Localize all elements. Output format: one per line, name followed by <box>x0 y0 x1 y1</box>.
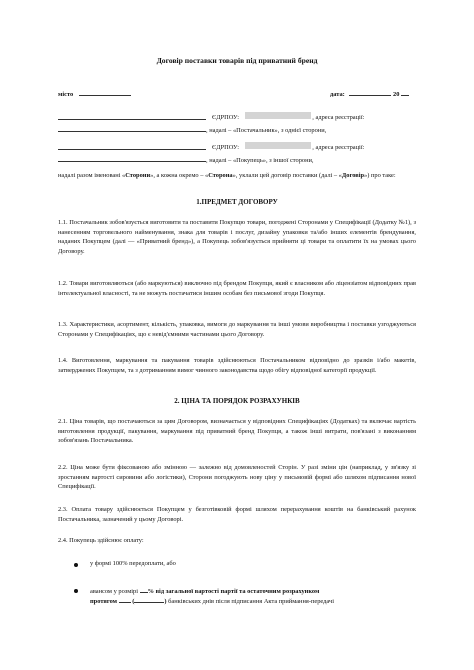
party2-address-label: , адреса реєстрації: <box>312 144 365 151</box>
party2-edrpou-label: ЄДРПОУ: <box>212 144 240 151</box>
clause-2-4: 2.4. Покупець здійснює оплату: <box>58 537 144 544</box>
city-field[interactable] <box>79 88 131 96</box>
date-field[interactable] <box>349 88 391 96</box>
clause-2-1: 2.1. Ціна товарів, що постачаються за цим Договором, визначається у відповідних Специфікаціях (Додатках) та включає вартість виготовлення продукції, пакування, маркування під приватний бренд Покупця, а також інші витрати, пов'язані з виконанням зобов'язань Постачальника. <box>58 418 416 444</box>
date-label: дата: <box>330 91 345 98</box>
clause-2-3: 2.3. Оплата товару здійснюється Покупцем у безготівковій формі шляхом перерахування коштів на банківський рахунок Постачальника, зазначений у цьому Договорі. <box>58 506 416 523</box>
city-line <box>58 88 131 100</box>
party1-role: , надалі – «Постачальник», з однієї сторони, <box>206 127 327 134</box>
party2-name-field-1[interactable] <box>58 142 206 154</box>
payment-option-advance-cont: протягом ( ) банківських днів після підписання Акта приймання-передачі <box>90 595 420 607</box>
date-line <box>330 88 409 100</box>
party2-role: , надалі – «Покупець», з іншої сторони, <box>206 157 314 164</box>
party2-name-field-2[interactable] <box>58 154 206 162</box>
advance-percent-field[interactable] <box>140 585 148 593</box>
party2-edrpou-row <box>212 142 364 153</box>
party1-edrpou-value[interactable] <box>245 112 311 119</box>
date-day: 20 <box>393 91 400 98</box>
party1-row-2 <box>58 124 326 136</box>
document-title: Договір поставки товарів під приватний бренд <box>156 56 318 65</box>
intro-paragraph: надалі разом іменовані «Сторони», а кожна окремо – «Сторона», уклали цей договір поставки (далі – «Договір») про таке: <box>58 172 396 179</box>
days-words-field[interactable] <box>134 595 164 603</box>
clause-1-2: 1.2. Товари виготовляються (або маркуються) виключно під брендом Покупця, який є власником або ліцензіатом відповідних прав інтелектуальної власності, та не можуть постачатися іншим особам без письмової згоди Покупця. <box>58 280 416 297</box>
payment-option-advance: авансом у розмірі % від загальної вартості партії та остаточним розрахунком <box>90 585 420 597</box>
section2-heading: 2. ЦІНА ТА ПОРЯДОК РОЗРАХУНКІВ <box>174 397 300 405</box>
section1-heading: 1.ПРЕДМЕТ ДОГОВОРУ <box>196 198 278 206</box>
city-label: місто <box>58 91 74 98</box>
party2-edrpou-value[interactable] <box>245 142 311 149</box>
party1-edrpou-label: ЄДРПОУ: <box>212 114 240 121</box>
clause-2-2: 2.2. Ціна може бути фіксованою або змінною — залежно від домовленостей Сторін. У разі зміни цін (наприклад, у зв'язку зі зростанням вартості сировини або логістики), Сторони погоджують нову ціну у письмовій формі або шляхом підписання нової Специфікації. <box>58 464 416 490</box>
party1-edrpou-row <box>212 112 364 123</box>
bullet-icon <box>74 589 78 593</box>
clause-1-3: 1.3. Характеристики, асортимент, кількість, упаковка, вимоги до маркування та інші умови виробництва і поставки узгоджуються Сторонами у Специфікаціях, що є невід'ємними частинами цього Договору. <box>58 321 416 338</box>
party2-row-2 <box>58 154 314 166</box>
party1-address-label: , адреса реєстрації: <box>312 114 365 121</box>
clause-1-1: 1.1. Постачальник зобов'язується виготовити та поставити Покупцю товари, погоджені Сторонами у Специфікації (Додатку №1), з нанесенням торговельного найменування, знака для товарів і послуг, дизайну упаковки та/або інших елементів брендування, наданих Покупцем (далі — «Приватний бренд»), а Покупець зобов'язується прийняти ці товари та оплатити їх на умовах цього Договору. <box>58 219 416 255</box>
bullet-icon <box>74 563 78 567</box>
party1-name-field-1[interactable] <box>58 112 206 124</box>
days-number-field[interactable] <box>119 595 131 603</box>
date-year-field[interactable] <box>401 88 409 96</box>
payment-option-prepay: у формі 100% передоплати, або <box>90 560 176 567</box>
clause-1-4: 1.4. Виготовлення, маркування та пакування товарів здійснюються Постачальником відповідно до зразків і/або макетів, затверджених Покупцем, та з дотриманням вимог чинного законодавства щодо обігу відповідної категорії продукції. <box>58 357 416 374</box>
party1-name-field-2[interactable] <box>58 124 206 132</box>
